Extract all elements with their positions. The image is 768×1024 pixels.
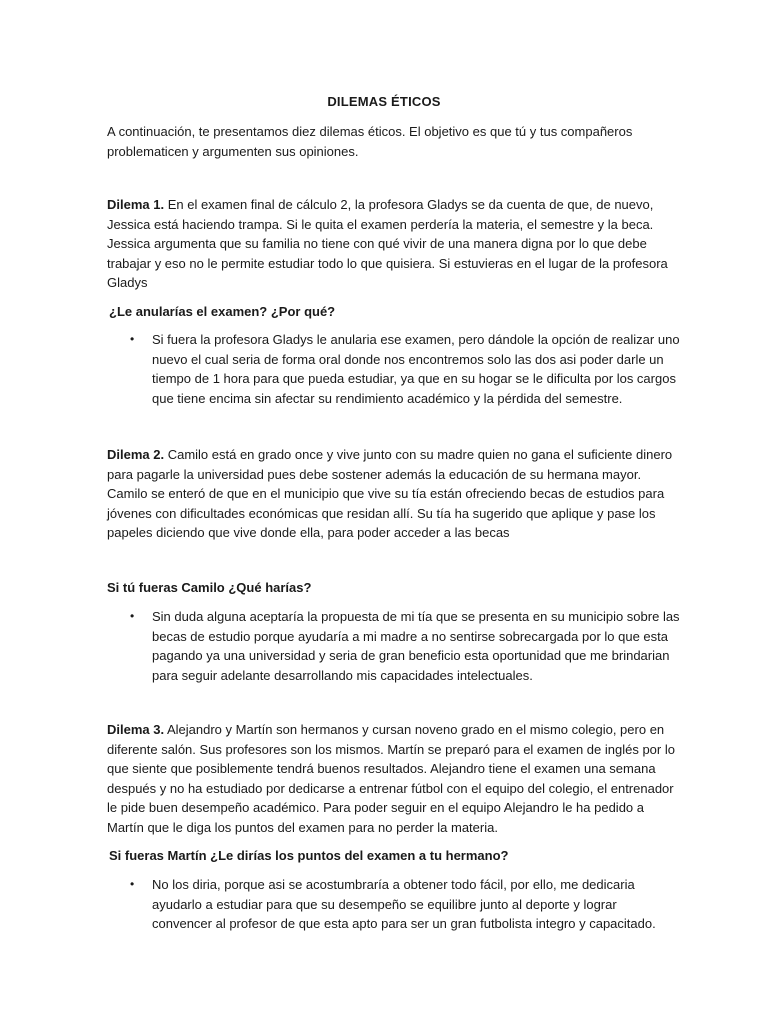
dilemma-label: Dilema 2. (107, 447, 165, 462)
answer-line: convencer al profesor de que esta apto para ser un gran futbolista integro y capacitado. (152, 916, 656, 931)
dilemma-text: Camilo está en grado once y vive junto con su madre quien no gana el suficiente dinero (164, 447, 673, 462)
dilemma-text: Alejandro y Martín son hermanos y cursan noveno grado en el mismo colegio, pero en (164, 722, 665, 737)
answer-text (152, 607, 680, 685)
dilemma-label: Dilema 3. (107, 722, 165, 737)
dilemma-line: Jessica argumenta que su familia no tiene con qué vivir de una manera digna por lo que debe (107, 236, 647, 251)
dilemma-line: Camilo se enteró de que en el municipio que vive su tía están ofreciendo becas de estudios para (107, 486, 665, 501)
answer-line: Sin duda alguna aceptaría la propuesta de mi tía que se presenta en su municipio sobre las (152, 609, 680, 624)
answer-line: que tiene encima sin afectar su rendimiento académico y la pérdida del semestre. (152, 390, 623, 406)
answer-line: ayudarlo a estudiar para que su desempeño se equilibre junto al deporte y lograr (152, 896, 617, 912)
answer-text (152, 330, 680, 408)
answer-line: Si fuera la profesora Gladys le anularia ese examen, pero dándole la opción de realizar uno (152, 332, 680, 347)
dilemma-line (107, 195, 667, 215)
bullet-dot: • (130, 877, 135, 891)
dilemma-line: Martín que le diga los puntos del examen para no perder la materia. (107, 819, 498, 835)
answer-text (152, 875, 672, 934)
dilemma-line: Gladys (107, 275, 148, 290)
dilemma-line (107, 720, 667, 740)
dilemma-3-paragraph (107, 720, 675, 837)
intro-line: A continuación, te presentamos diez dilemas éticos. El objetivo es que tú y tus compañeros (107, 124, 633, 139)
dilemma-2-question: Si tú fueras Camilo ¿Qué harías? (107, 580, 312, 595)
dilemma-line: le pide buen desempeño académico. Para poder seguir en el equipo Alejandro le ha pedido a (107, 800, 644, 815)
dilemma-1-paragraph (107, 195, 667, 293)
answer-line: becas de estudio porque ayudaría a mi madre a no sentirse sobrecargada por lo que esta (152, 628, 668, 644)
answer-line: para seguir adelante desarrollando mis capacidades intelectuales. (152, 667, 533, 683)
dilemma-line: Jessica está haciendo trampa. Si le quita el examen perdería la materia, el semestre y la beca. (107, 216, 654, 232)
dilemma-line: que siente que posiblemente tendrá buenos resultados. Alejandro tiene el examen una semana (107, 761, 656, 776)
answer-line: pagando ya una universidad y seria de gran beneficio esta oportunidad que me brindarian (152, 648, 670, 663)
document-title: DILEMAS ÉTICOS (327, 94, 441, 109)
dilemma-3-question: Si fueras Martín ¿Le dirías los puntos del examen a tu hermano? (109, 848, 509, 863)
bullet-dot: • (130, 609, 135, 623)
dilemma-1-question: ¿Le anularías el examen? ¿Por qué? (109, 304, 336, 319)
dilemma-line: después y no ha estudiado por dedicarse a entrenar fútbol con el equipo del colegio, el entrenador (107, 780, 674, 796)
dilemma-line: para pagarle la universidad pues debe sostener además la educación de su hermana mayor. (107, 466, 642, 482)
answer-line: tiempo de 1 hora para que pueda estudiar, ya que en su hogar se le dificulta por los cargos (152, 371, 676, 386)
dilemma-line: papeles diciendo que vive donde ella, para poder acceder a las becas (107, 525, 510, 540)
dilemma-line: jóvenes con dificultades económicas que residan allí. Su tía ha sugerido que aplique y pase los (107, 505, 656, 521)
dilemma-label: Dilema 1. (107, 197, 165, 212)
intro-line: problematicen y argumenten sus opiniones. (107, 143, 359, 159)
dilemma-2-paragraph (107, 445, 673, 543)
dilemma-line: diferente salón. Sus profesores son los mismos. Martín se preparó para el examen de inglés por lo (107, 741, 675, 757)
bullet-dot: • (130, 332, 135, 346)
answer-line: No los diria, porque asi se acostumbraría a obtener todo fácil, por ello, me dedicaria (152, 877, 635, 892)
answer-line: nuevo el cual seria de forma oral donde nos encontremos solo las dos asi poder darle un (152, 351, 664, 367)
dilemma-line (107, 445, 673, 465)
dilemma-text: En el examen final de cálculo 2, la profesora Gladys se da cuenta de que, de nuevo, (164, 197, 654, 212)
dilemma-line: trabajar y eso no le permite estudiar todo lo que quisiera. Si estuvieras en el lugar de la profesora (107, 255, 668, 271)
intro-paragraph (107, 122, 667, 161)
